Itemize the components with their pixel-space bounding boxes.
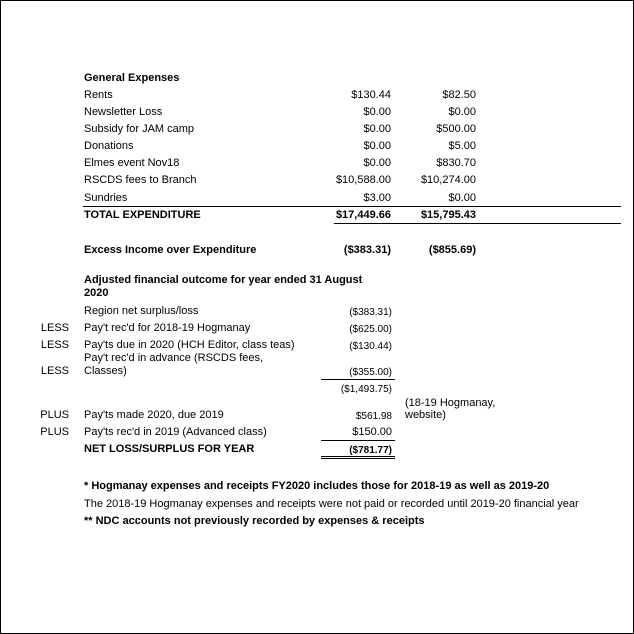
subtotal-divider [321, 379, 395, 380]
total-expenditure-col2: $15,795.43 [420, 209, 476, 221]
total-underline [334, 223, 621, 224]
adjusted-label: Region net surplus/loss [84, 305, 199, 317]
adjusted-label: Pay'ts due in 2020 (HCH Editor, class teas) [84, 339, 295, 351]
expense-value-col2: $0.00 [448, 192, 476, 204]
expense-value-col2: $5.00 [448, 140, 476, 152]
general-expenses-heading: General Expenses [84, 72, 180, 84]
expense-value-col2: $82.50 [442, 89, 476, 101]
expense-label-rents: Rents [84, 89, 113, 101]
adjusted-label-line1: Pay't rec'd in advance (RSCDS fees, [84, 352, 264, 364]
adjusted-subtotal-value: ($1,493.75) [340, 384, 392, 395]
note-3: ** NDC accounts not previously recorded by expenses & receipts [84, 515, 425, 527]
adjusted-heading-line1: Adjusted financial outcome for year ended 31 August [84, 274, 363, 286]
adjusted-label: Pay'ts rec'd in 2019 (Advanced class) [84, 426, 267, 438]
adjusted-value: $150.00 [352, 426, 392, 438]
expense-value-col1: $10,588.00 [335, 174, 391, 186]
expense-value-col2: $500.00 [436, 123, 476, 135]
excess-col2: ($855.69) [428, 244, 476, 256]
expense-value-col1: $0.00 [363, 123, 391, 135]
expense-label-donations: Donations [84, 140, 134, 152]
adjusted-value: ($625.00) [349, 324, 392, 335]
adjusted-prefix: LESS [40, 339, 69, 351]
total-divider [83, 206, 621, 207]
note-2: The 2018-19 Hogmanay expenses and receipts were not paid or recorded until 2019-20 financial year [84, 498, 579, 510]
adjusted-value: ($130.44) [349, 341, 392, 352]
expense-value-col2: $10,274.00 [420, 174, 476, 186]
excess-col1: ($383.31) [343, 244, 391, 256]
expense-value-col2: $0.00 [448, 106, 476, 118]
expense-value-col1: $0.00 [363, 140, 391, 152]
expense-value-col1: $3.00 [363, 192, 391, 204]
expense-value-col1: $0.00 [363, 106, 391, 118]
net-result-label: NET LOSS/SURPLUS FOR YEAR [84, 443, 255, 455]
adjusted-value: ($383.31) [349, 307, 392, 318]
adjusted-value: ($355.00) [349, 367, 392, 378]
net-result-value: ($781.77) [349, 445, 392, 456]
adjusted-prefix: LESS [40, 322, 69, 334]
note-1: * Hogmanay expenses and receipts FY2020 includes those for 2018-19 as well as 2019-20 [84, 480, 550, 492]
expense-label-rscds: RSCDS fees to Branch [84, 174, 197, 186]
expense-label-subsidy: Subsidy for JAM camp [84, 123, 195, 135]
adjusted-prefix: PLUS [40, 409, 69, 421]
expense-label-newsletter: Newsletter Loss [84, 106, 163, 118]
adjusted-label-line2: Classes) [84, 365, 127, 377]
expense-value-col1: $0.00 [363, 157, 391, 169]
adjusted-value: $561.98 [355, 411, 392, 422]
adjusted-label: Pay't rec'd for 2018-19 Hogmanay [84, 322, 251, 334]
expense-value-col2: $830.70 [436, 157, 476, 169]
adjusted-prefix: PLUS [40, 426, 69, 438]
expense-label-sundries: Sundries [84, 192, 128, 204]
adjusted-note-line1: (18-19 Hogmanay, [405, 397, 496, 409]
net-double-underline [321, 456, 395, 459]
expense-label-elmes: Elmes event Nov18 [84, 157, 180, 169]
net-divider [321, 440, 395, 441]
adjusted-prefix: LESS [40, 365, 69, 377]
adjusted-label: Pay'ts made 2020, due 2019 [84, 409, 224, 421]
adjusted-note-line2: website) [405, 409, 446, 421]
adjusted-heading-line2: 2020 [84, 287, 109, 299]
total-expenditure-label: TOTAL EXPENDITURE [84, 209, 201, 221]
total-expenditure-col1: $17,449.66 [335, 209, 391, 221]
expense-value-col1: $130.44 [351, 89, 391, 101]
excess-label: Excess Income over Expenditure [84, 244, 257, 256]
